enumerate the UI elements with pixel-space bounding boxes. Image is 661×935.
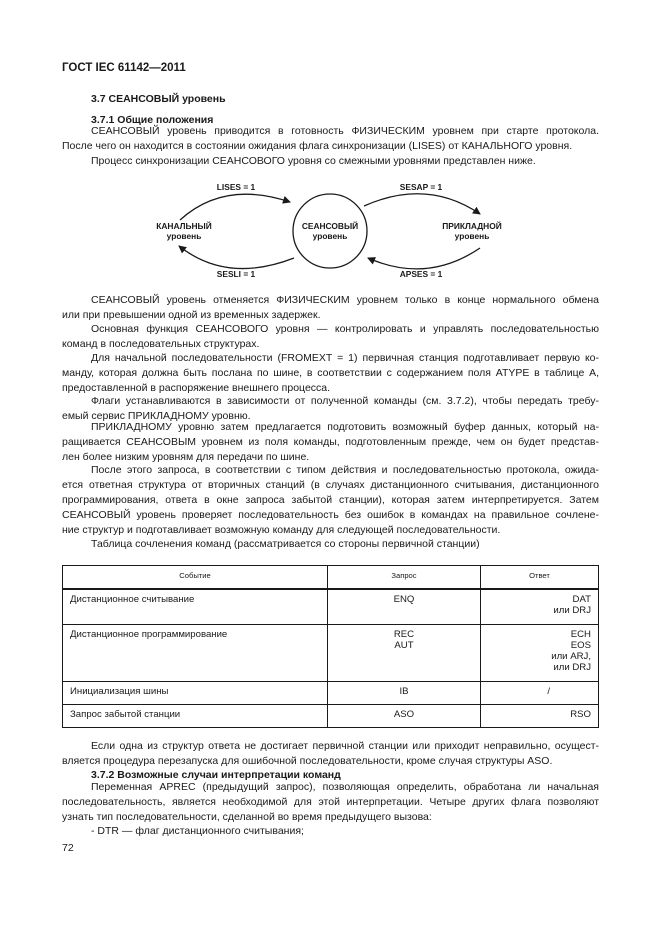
paragraph: [62, 739, 599, 769]
request-cell: ASO: [328, 705, 481, 728]
event-cell: Инициализация шины: [63, 682, 328, 705]
section-title: 3.7 СЕАНСОВЫЙ уровень: [91, 93, 226, 105]
text-line: предоставленной в распоряжение внешнего процесса.: [62, 381, 331, 394]
paragraph: [62, 124, 599, 154]
text-line: После чего он находится в состоянии ожидания флага синхронизации (LISES) от КАНАЛЬНОГО уровня.: [62, 139, 573, 152]
text-line: или при превышении одной из временных задержек.: [62, 308, 321, 321]
paragraph: [62, 322, 599, 352]
paragraph: [62, 420, 599, 465]
table-header-row: [63, 566, 599, 590]
document-header: ГОСТ IEC 61142—2011: [62, 62, 186, 74]
subsection-title: 3.7.1 Общие положения: [91, 114, 214, 126]
arrow-sesli: [179, 246, 294, 269]
text-line: СЕАНСОВЫЙ уровень проверяет последовательность без ошибок в командах на правильное сочлене-: [62, 508, 599, 521]
column-header-response: Ответ: [481, 566, 599, 590]
application-layer-label: ПРИКЛАДНОЙ: [442, 221, 502, 231]
synchronization-diagram: [62, 176, 599, 286]
response-cell: DAT или DRJ: [481, 589, 599, 625]
column-header-request: Запрос: [328, 566, 481, 590]
data-link-layer-sublabel: уровень: [166, 231, 202, 241]
text-line: ПРИКЛАДНОМУ уровню затем предлагается подготовить возможный буфер данных, который на-: [91, 421, 599, 433]
text-line: манду, которая должна быть послана по шине, в соответствии с содержанием поля ATYPE в таблице А,: [62, 366, 599, 379]
text-line: узнать тип последовательности, сделанной во время предыдущего вызова:: [62, 810, 432, 823]
subsection-title: 3.7.2 Возможные случаи интерпретации команд: [91, 769, 341, 781]
request-cell: REC AUT: [328, 625, 481, 682]
text-line: Если одна из структур ответа не достигает первичной станции или приходит неправильно, осущест-: [91, 740, 599, 752]
text-line: ние структур и подготавливает возможную команду для следующей последовательности.: [62, 523, 501, 536]
text-line: вляется процедура перезапуска для ошибочной последовательности, кроме случая структуры ASO.: [62, 754, 553, 767]
arrow-lises: [180, 194, 290, 220]
paragraph: [62, 293, 599, 323]
command-table: [62, 565, 599, 728]
text-line: емый сервис ПРИКЛАДНОМУ уровню.: [62, 409, 251, 422]
table-row: [63, 682, 599, 705]
text-line: команд в последовательных структурах.: [62, 337, 260, 350]
text-line: программирования, ответа в окне запроса забытой станции), которая затем интерпретируется. Затем: [62, 493, 599, 506]
paragraph: [62, 154, 599, 169]
paragraph: [62, 824, 599, 839]
text-line: последовательность, является необходимой для этой интерпретации. Четыре других флага позволяют: [62, 795, 599, 808]
text-line: Таблица сочленения команд (рассматривается со стороны первичной станции): [91, 538, 480, 550]
text-line: лен более низким уровням для передачи по шине.: [62, 450, 310, 463]
response-cell: RSO: [481, 705, 599, 728]
event-cell: Запрос забытой станции: [63, 705, 328, 728]
request-cell: ENQ: [328, 589, 481, 625]
text-line: СЕАНСОВЫЙ уровень приводится в готовность ФИЗИЧЕСКИМ уровнем при старте протокола.: [91, 125, 599, 137]
column-header-event: Событие: [63, 566, 328, 590]
event-cell: Дистанционное программирование: [63, 625, 328, 682]
response-cell: /: [481, 682, 599, 705]
label-lises: LISES = 1: [216, 182, 256, 192]
table-row: [63, 705, 599, 728]
request-cell: IB: [328, 682, 481, 705]
paragraph: [62, 351, 599, 396]
application-layer-sublabel: уровень: [454, 231, 490, 241]
list-item: - DTR — флаг дистанционного считывания;: [91, 825, 304, 837]
session-layer-label: СЕАНСОВЫЙ: [301, 221, 359, 231]
text-line: Флаги устанавливаются в зависимости от полученной команды (см. 3.7.2), чтобы передать требу-: [91, 395, 599, 407]
label-sesli: SESLI = 1: [216, 269, 256, 279]
paragraph: [62, 463, 599, 538]
text-line: Для начальной последовательности (FROMEXT = 1) первичная станция подготавливает первую ко-: [91, 352, 599, 364]
paragraph: [62, 537, 599, 552]
label-apses: APSES = 1: [399, 269, 443, 279]
text-line: ется ответная структура от вторичных станций (в случаях дистанционного считывания, дистанционного: [62, 478, 599, 491]
label-sesap: SESAP = 1: [399, 182, 443, 192]
text-line: Основная функция СЕАНСОВОГО уровня — контролировать и управлять последовательностью: [91, 323, 599, 335]
arrow-sesap: [364, 194, 480, 214]
arrow-apses: [368, 248, 480, 269]
text-line: СЕАНСОВЫЙ уровень отменяется ФИЗИЧЕСКИМ уровнем только в конце нормального обмена: [91, 294, 599, 306]
event-cell: Дистанционное считывание: [63, 589, 328, 625]
text-line: После этого запроса, в соответствии с типом действия и последовательностью протокола, ожида-: [91, 464, 599, 476]
page-number: 72: [62, 842, 74, 854]
paragraph: [62, 780, 599, 825]
table-row: [63, 625, 599, 682]
text-line: Переменная APREC (предыдущий запрос), позволяющая определить, обработана ли начальная: [91, 781, 599, 793]
session-layer-sublabel: уровень: [312, 231, 348, 241]
response-cell: ECH EOS или ARJ, или DRJ: [481, 625, 599, 682]
text-line: Процесс синхронизации СЕАНСОВОГО уровня со смежными уровнями представлен ниже.: [91, 155, 536, 167]
text-line: ращивается СЕАНСОВЫМ уровнем из поля команды, подготовленным прежде, чем он будет представ-: [62, 435, 599, 448]
table-row: [63, 589, 599, 625]
data-link-layer-label: КАНАЛЬНЫЙ: [156, 221, 212, 231]
